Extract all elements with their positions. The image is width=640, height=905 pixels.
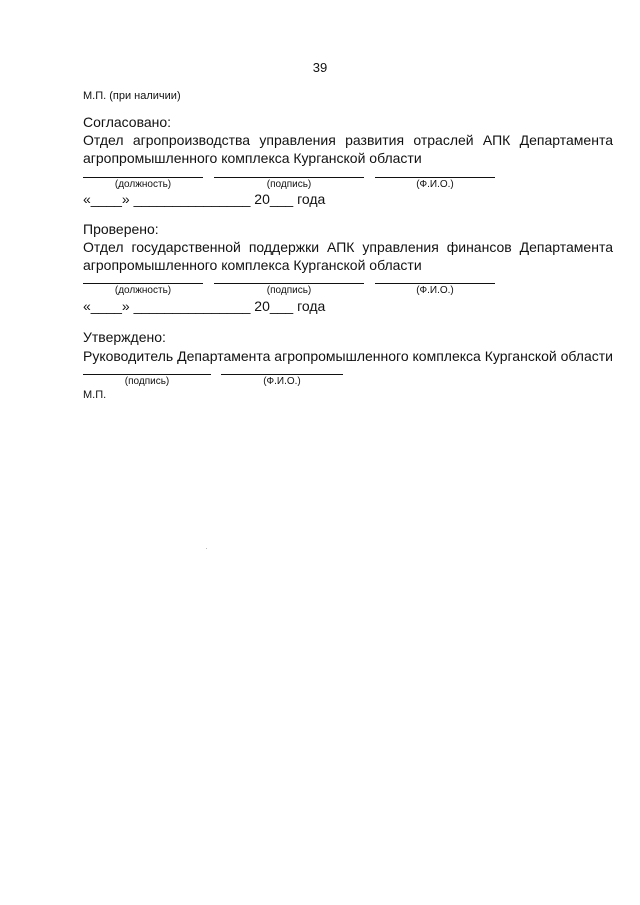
page-number: 39 (312, 60, 328, 75)
seal-label: М.П. (83, 389, 107, 401)
position-line[interactable] (83, 283, 203, 284)
section-approved-heading: Согласовано: (83, 114, 172, 130)
name-line[interactable] (375, 177, 495, 178)
section-approved-body: Отдел агропроизводства управления развития отраслей АПК Департамента агропромышленного комплекса Курганской области (83, 132, 613, 166)
section-checked-body: Отдел государственной поддержки АПК управления финансов Департамента агропромышленного комплекса Курганской области (83, 239, 613, 273)
signature-caption: (подпись) (266, 179, 312, 190)
signature-line[interactable] (214, 283, 364, 284)
signature-line[interactable] (214, 177, 364, 178)
position-caption: (должность) (114, 179, 172, 190)
name-line[interactable] (375, 283, 495, 284)
section-confirmed-body: Руководитель Департамента агропромышленного комплекса Курганской области (83, 348, 613, 364)
name-caption: (Ф.И.О.) (416, 179, 454, 190)
date-line[interactable]: «____» _______________ 20___ года (83, 191, 326, 207)
signature-line[interactable] (83, 374, 211, 375)
position-caption: (должность) (114, 285, 172, 296)
position-line[interactable] (83, 177, 203, 178)
signature-caption: (подпись) (124, 376, 170, 387)
section-checked-heading: Проверено: (83, 221, 159, 237)
scan-speck (206, 548, 207, 549)
name-caption: (Ф.И.О.) (416, 285, 454, 296)
name-line[interactable] (221, 374, 343, 375)
section-confirmed-heading: Утверждено: (83, 329, 166, 345)
date-line[interactable]: «____» _______________ 20___ года (83, 298, 326, 314)
seal-note: М.П. (при наличии) (83, 90, 181, 102)
name-caption: (Ф.И.О.) (263, 376, 301, 387)
signature-caption: (подпись) (266, 285, 312, 296)
